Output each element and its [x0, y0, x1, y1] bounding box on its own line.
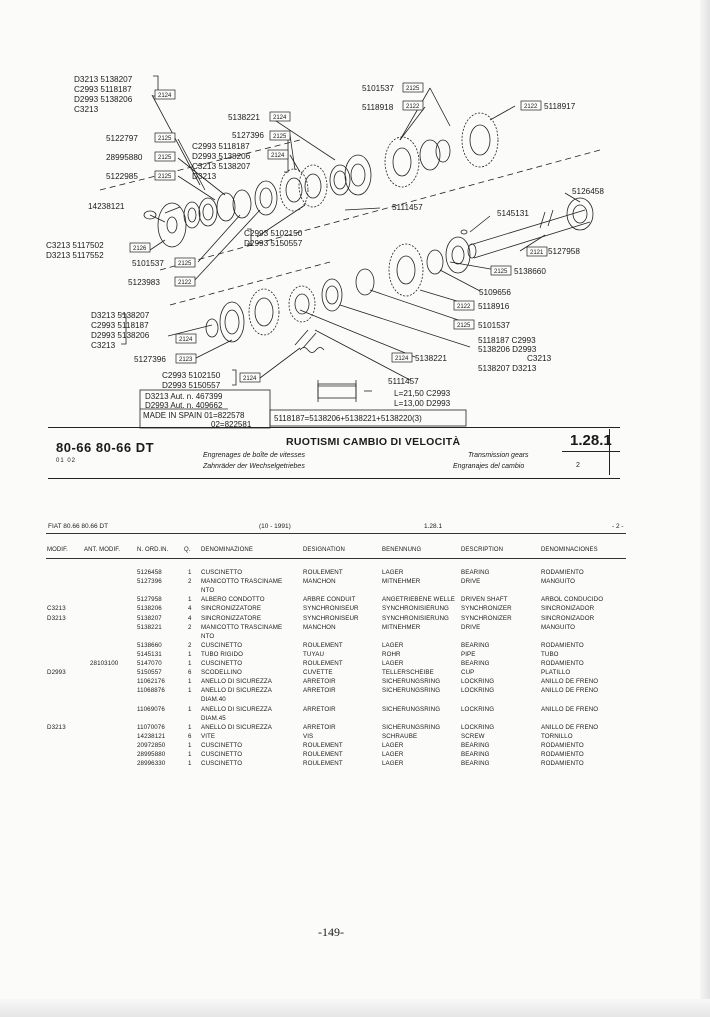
cell-french: SYNCHRONISEUR — [303, 614, 359, 622]
cell-german: SCHRAUBE — [382, 732, 418, 740]
aut-note: 02=822581 — [211, 420, 252, 429]
cell-quantity: 2 — [188, 578, 192, 586]
table-row — [0, 669, 710, 678]
cell-german: SICHERUNGSRING — [382, 705, 441, 713]
col-french: DESIGNATION — [303, 547, 345, 553]
cell-french: VIS — [303, 732, 314, 740]
cell-quantity: 1 — [188, 650, 192, 658]
cell-spanish: TUBO — [541, 650, 559, 658]
cell-quantity: 6 — [188, 669, 192, 677]
ref-label: 5126458 — [572, 187, 604, 196]
callout-box: 2125 — [457, 323, 471, 329]
ref-label: 5122985 — [106, 172, 138, 181]
cell-english: BEARING — [461, 660, 490, 667]
table-row — [0, 706, 710, 715]
table-row — [0, 660, 710, 669]
callout-box: 2124 — [158, 93, 172, 99]
cell-italian: MANICOTTO TRASCINAME — [201, 578, 283, 586]
col-english: DESCRIPTION — [461, 547, 504, 553]
list-model: FIAT 80.66 80.66 DT — [48, 523, 109, 530]
ref-label: 5138221 — [415, 354, 447, 363]
cell-english: BEARING — [461, 569, 490, 576]
exploded-gear-diagram — [0, 0, 710, 430]
col-modif: MODIF. — [47, 547, 68, 553]
ref-label: C2993 5118187 — [74, 85, 132, 94]
cell-modif: D3213 — [47, 723, 66, 731]
page-number: -149- — [318, 925, 344, 939]
ref-label: 5101537 — [132, 259, 164, 268]
cell-german: SYNCHRONISIERUNG — [382, 605, 449, 613]
cell-italian: ANELLO DI SICUREZZA — [201, 723, 273, 731]
cell-italian: DIAM.40 — [201, 696, 226, 704]
table-row — [0, 733, 710, 742]
callout-box: 2121 — [530, 250, 544, 256]
table-row — [0, 569, 710, 578]
cell-italian: SCODELLINO — [201, 669, 242, 677]
cell-order-number: 28995880 — [137, 751, 166, 758]
cell-order-number: 5145131 — [137, 650, 162, 658]
ref-label: 5127396 — [134, 355, 166, 364]
cell-order-number: 5138660 — [137, 641, 162, 649]
table-row — [0, 605, 710, 614]
cell-english: PIPE — [461, 650, 476, 658]
section-title: RUOTISMI CAMBIO DI VELOCITÀ — [286, 436, 461, 448]
cell-quantity: 4 — [188, 605, 192, 613]
cell-italian: MANICOTTO TRASCINAME — [201, 623, 283, 631]
table-row — [0, 624, 710, 633]
model-name: 80-66 80-66 DT — [56, 440, 155, 455]
cell-order-number: 5138207 — [137, 614, 162, 622]
cell-italian: SINCRONIZZATORE — [201, 614, 262, 622]
cell-german: MITNEHMER — [382, 578, 421, 586]
table-row — [0, 642, 710, 651]
callout-box: 2122 — [524, 104, 538, 110]
cell-spanish: RODAMIENTO — [541, 569, 584, 576]
col-german: BENENNUNG — [382, 547, 422, 553]
cell-german: MITNEHMER — [382, 623, 421, 631]
cell-italian: CUSCINETTO — [201, 760, 243, 768]
cell-french: ROULEMENT — [303, 569, 343, 576]
ref-label: 28995880 — [106, 153, 143, 162]
cell-english: BEARING — [461, 751, 490, 758]
table-row — [0, 687, 710, 696]
cell-quantity: 1 — [188, 723, 192, 731]
cell-spanish: RODAMIENTO — [541, 660, 584, 667]
list-section: 1.28.1 — [424, 523, 443, 530]
cell-spanish: PLATILLO — [541, 669, 571, 677]
cell-order-number: 5150557 — [137, 669, 162, 677]
aut-note: MADE IN SPAIN 01=822578 — [143, 411, 245, 420]
ref-label: C3213 — [91, 341, 116, 350]
callout-box: 2124 — [179, 337, 193, 343]
ref-label: 5127958 — [548, 247, 580, 256]
cell-italian: SINCRONIZZATORE — [201, 605, 262, 613]
cell-order-number: 20972850 — [137, 741, 166, 749]
ref-label: D3213 5117552 — [46, 251, 104, 260]
cell-german: LAGER — [382, 569, 404, 576]
ref-label: 5109656 — [479, 288, 511, 297]
table-row — [0, 633, 710, 642]
cell-quantity: 1 — [188, 741, 192, 749]
cell-quantity: 1 — [188, 705, 192, 713]
cell-spanish: ANILLO DE FRENO — [541, 678, 599, 686]
ref-label: C2993 5102150 — [162, 371, 221, 380]
ref-label: 5118916 — [478, 302, 510, 311]
cell-english: BEARING — [461, 641, 490, 649]
title-french: Engrenages de boîte de vitesses — [203, 452, 305, 459]
cell-quantity: 1 — [188, 751, 192, 758]
cell-italian: CUSCINETTO — [201, 569, 243, 576]
cell-order-number: 14238121 — [137, 732, 166, 740]
cell-english: DRIVEN SHAFT — [461, 596, 508, 604]
ref-label: C3213 — [74, 105, 99, 114]
cell-french: SYNCHRONISEUR — [303, 605, 359, 613]
cell-italian: DIAM.45 — [201, 714, 226, 722]
cell-french: CUVETTE — [303, 669, 333, 677]
cell-quantity: 1 — [188, 569, 192, 576]
table-row — [0, 742, 710, 751]
cell-english: BEARING — [461, 760, 490, 768]
cell-quantity: 2 — [188, 623, 192, 631]
cell-french: TUYAU — [303, 650, 325, 658]
cell-order-number: 5138206 — [137, 605, 162, 613]
cell-order-number: 11062176 — [137, 678, 165, 686]
callout-box: 2122 — [457, 304, 471, 310]
cell-french: ARBRE CONDUIT — [303, 596, 356, 604]
page-bottom-shadow — [0, 999, 710, 1017]
cell-english: LOCKRING — [461, 705, 495, 713]
cell-order-number: 5126458 — [137, 569, 162, 576]
ref-label: 5101537 — [478, 321, 510, 330]
table-row — [0, 596, 710, 605]
cell-english: DRIVE — [461, 578, 481, 586]
title-english: Transmission gears — [468, 452, 529, 459]
cell-german: LAGER — [382, 741, 404, 749]
cell-spanish: TORNILLO — [541, 732, 573, 740]
ref-label: C3213 — [527, 354, 552, 363]
cell-english: LOCKRING — [461, 687, 495, 695]
cell-order-number: 5127396 — [137, 578, 162, 586]
ref-label: 5118187 C2993 — [478, 336, 536, 345]
table-row — [0, 696, 710, 705]
cell-spanish: ARBOL CONDUCIDO — [541, 596, 604, 604]
section-header — [48, 427, 620, 477]
col-quantity: Q. — [184, 547, 191, 553]
cell-french: ROULEMENT — [303, 751, 343, 758]
cell-order-number: 11070076 — [137, 723, 165, 731]
cell-spanish: SINCRONIZADOR — [541, 614, 595, 622]
col-spanish: DENOMINACIONES — [541, 547, 598, 553]
cell-quantity: 1 — [188, 660, 192, 667]
cell-quantity: 4 — [188, 614, 192, 622]
cell-italian: VITE — [201, 732, 216, 740]
ref-label: 5138206 D2993 — [478, 345, 537, 354]
cell-english: BEARING — [461, 741, 490, 749]
table-row — [0, 760, 710, 769]
title-spanish: Engranajes del cambio — [453, 463, 525, 470]
cell-french: ARRETOIR — [303, 678, 336, 686]
cell-french: MANCHON — [303, 578, 336, 586]
cell-german: LAGER — [382, 760, 404, 768]
table-row — [0, 751, 710, 760]
table-row — [0, 678, 710, 687]
cell-italian: CUSCINETTO — [201, 660, 243, 667]
cell-german: SICHERUNGSRING — [382, 678, 441, 686]
cell-italian: ANELLO DI SICUREZZA — [201, 687, 273, 695]
table-row — [0, 578, 710, 587]
cell-modif: D2993 — [47, 669, 66, 677]
ref-label: C2993 5118187 — [192, 142, 250, 151]
table-row — [0, 715, 710, 724]
cell-order-number: 28996330 — [137, 760, 166, 768]
cell-spanish: ANILLO DE FRENO — [541, 705, 599, 713]
callout-box: 2123 — [179, 357, 193, 363]
cell-italian: CUSCINETTO — [201, 751, 243, 758]
cell-spanish: ANILLO DE FRENO — [541, 723, 599, 731]
cell-english: SCREW — [461, 732, 485, 740]
ref-label: D2993 5138206 — [192, 152, 251, 161]
cell-french: MANCHON — [303, 623, 336, 631]
cell-italian: NTO — [201, 632, 215, 640]
cell-french: ROULEMENT — [303, 660, 343, 667]
ref-label: 5138660 — [514, 267, 546, 276]
cell-spanish: ANILLO DE FRENO — [541, 687, 599, 695]
cell-english: SYNCHRONIZER — [461, 614, 512, 622]
callout-box: 2124 — [273, 115, 287, 121]
shaft-length-note: L=13,00 D2993 — [394, 399, 451, 408]
ref-label: D2993 5150557 — [244, 239, 303, 248]
cell-modif: D3213 — [47, 614, 66, 622]
ref-label: 5145131 — [497, 209, 529, 218]
ref-label: D2993 5138206 — [91, 331, 150, 340]
cell-english: LOCKRING — [461, 723, 495, 731]
sheet-number: 2 — [576, 462, 580, 469]
cell-quantity: 1 — [188, 760, 192, 768]
cell-quantity: 1 — [188, 678, 192, 686]
cell-german: LAGER — [382, 660, 404, 667]
shaft-length-note: L=21,50 C2993 — [394, 389, 451, 398]
callout-box: 2125 — [158, 136, 172, 142]
cell-english: DRIVE — [461, 623, 481, 631]
cell-english: SYNCHRONIZER — [461, 605, 512, 613]
cell-modif: C3213 — [47, 605, 66, 613]
cell-italian: CUSCINETTO — [201, 641, 243, 649]
column-headers — [0, 547, 710, 556]
ref-label: C3213 5117502 — [46, 241, 104, 250]
kit-composition-note: 5118187=5138206+5138221+5138220(3) — [274, 414, 422, 423]
ref-label: D3213 5138207 — [74, 75, 133, 84]
cell-spanish: RODAMIENTO — [541, 751, 584, 758]
callout-box: 2125 — [494, 269, 508, 275]
callout-box: 2126 — [133, 246, 147, 252]
cell-german: ROHR — [382, 650, 401, 658]
callout-box: 2124 — [395, 356, 409, 362]
table-row — [0, 587, 710, 596]
cell-german: ANGETRIEBENE WELLE — [382, 596, 455, 604]
cell-german: SYNCHRONISIERUNG — [382, 614, 449, 622]
ref-label: C3213 5138207 — [192, 162, 251, 171]
ref-label: 5111457 — [388, 377, 419, 386]
cell-french: ARRETOIR — [303, 723, 336, 731]
ref-label: C2993 5118187 — [91, 321, 149, 330]
model-variants: 01 02 — [56, 458, 77, 464]
ref-label: D2993 5138206 — [74, 95, 133, 104]
ref-label: D3213 5138207 — [91, 311, 150, 320]
ref-label: 5138207 D3213 — [478, 364, 537, 373]
col-order-number: N. ORD.IN. — [137, 547, 169, 553]
callout-box: 2125 — [406, 86, 420, 92]
ref-label: 5138221 — [228, 113, 260, 122]
cell-english: LOCKRING — [461, 678, 495, 686]
cell-italian: CUSCINETTO — [201, 741, 243, 749]
ref-label: 5123983 — [128, 278, 160, 287]
ref-label: 5111457 — [392, 203, 423, 212]
cell-spanish: MANGUITO — [541, 623, 576, 631]
callout-box: 2122 — [178, 280, 192, 286]
cell-german: TELLERSCHEIBE — [382, 669, 434, 677]
col-ant-modif: ANT. MODIF. — [84, 547, 121, 553]
ref-label: 14238121 — [88, 202, 125, 211]
ref-label: 5101537 — [362, 84, 394, 93]
ref-label: 5118918 — [362, 103, 394, 112]
section-number: 1.28.1 — [570, 432, 612, 449]
cell-italian: ANELLO DI SICUREZZA — [201, 678, 273, 686]
title-german: Zahnräder der Wechselgetriebes — [203, 463, 305, 470]
callout-box: 2124 — [271, 153, 285, 159]
list-date: (10 - 1991) — [259, 523, 291, 530]
cell-english: CUP — [461, 669, 475, 677]
cell-italian: ALBERO CONDOTTO — [201, 596, 265, 604]
cell-order-number: 5147070 — [137, 660, 162, 667]
cell-quantity: 6 — [188, 732, 192, 740]
cell-quantity: 1 — [188, 596, 192, 604]
cell-order-number: 5138221 — [137, 623, 162, 631]
ref-label: D2993 5150557 — [162, 381, 221, 390]
ref-label: 5122797 — [106, 134, 138, 143]
cell-spanish: RODAMIENTO — [541, 760, 584, 768]
cell-german: SICHERUNGSRING — [382, 723, 441, 731]
table-row — [0, 724, 710, 733]
cell-french: ROULEMENT — [303, 760, 343, 768]
cell-french: ARRETOIR — [303, 705, 336, 713]
cell-spanish: RODAMIENTO — [541, 741, 584, 749]
cell-quantity: 1 — [188, 687, 192, 695]
col-italian: DENOMINAZIONE — [201, 547, 253, 553]
cell-spanish: SINCRONIZADOR — [541, 605, 595, 613]
ref-label: D3213 — [192, 172, 217, 181]
cell-german: SICHERUNGSRING — [382, 687, 441, 695]
cell-italian: TUBO RIGIDO — [201, 650, 244, 658]
aut-note: D2993 Aut. n. 409662 — [145, 401, 223, 410]
ref-label: 5127396 — [232, 131, 264, 140]
cell-french: ROULEMENT — [303, 741, 343, 749]
cell-spanish: RODAMIENTO — [541, 641, 584, 649]
callout-box: 2125 — [158, 155, 172, 161]
callout-box: 2122 — [406, 104, 420, 110]
ref-label: C2993 5102150 — [244, 229, 303, 238]
cell-french: ROULEMENT — [303, 641, 343, 649]
cell-order-number: 5127958 — [137, 596, 162, 604]
cell-ant-modif: 28103100 — [90, 660, 119, 667]
cell-quantity: 2 — [188, 641, 192, 649]
cell-italian: ANELLO DI SICUREZZA — [201, 705, 273, 713]
cell-french: ARRETOIR — [303, 687, 336, 695]
aut-note: D3213 Aut. n. 467399 — [145, 392, 223, 401]
cell-german: LAGER — [382, 641, 404, 649]
ref-label: 5118917 — [544, 102, 576, 111]
callout-box: 2124 — [243, 376, 257, 382]
cell-italian: NTO — [201, 587, 215, 595]
callout-box: 2125 — [158, 174, 172, 180]
list-sheet: - 2 - — [612, 523, 624, 530]
callout-box: 2125 — [273, 134, 287, 140]
callout-box: 2125 — [178, 261, 192, 267]
table-row — [0, 615, 710, 624]
cell-order-number: 11068876 — [137, 687, 165, 695]
cell-spanish: MANGUITO — [541, 578, 576, 586]
table-row — [0, 651, 710, 660]
cell-german: LAGER — [382, 751, 404, 758]
cell-order-number: 11069076 — [137, 705, 165, 713]
